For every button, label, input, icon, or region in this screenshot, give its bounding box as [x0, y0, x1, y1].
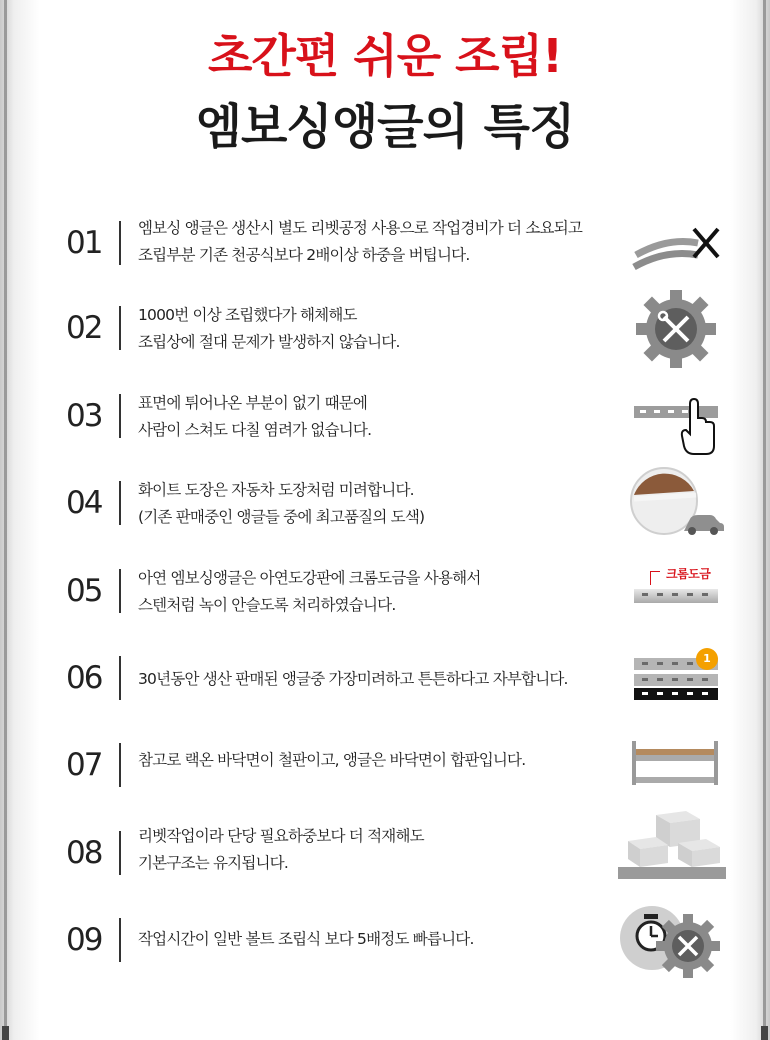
boxes-shelf-icon: [616, 807, 728, 887]
desc-line: 표면에 튀어나온 부분이 없기 때문에: [138, 394, 368, 412]
feature-item-09: [0, 902, 770, 982]
paint-car-icon: [628, 465, 724, 543]
feature-description: [138, 215, 582, 269]
divider: [119, 918, 121, 962]
medal-rails-icon: [630, 646, 726, 724]
desc-line: 사람이 스쳐도 다칠 염려가 없습니다.: [138, 421, 372, 439]
rail-bar: [634, 674, 718, 686]
rail-hole: [642, 662, 648, 665]
divider: [119, 394, 121, 438]
feature-number: 05: [66, 573, 102, 609]
feature-number: 06: [66, 660, 102, 696]
rail-hole: [687, 678, 693, 681]
medal-icon: 1: [696, 648, 718, 670]
rail-hole: [657, 593, 663, 596]
feature-number: 03: [66, 398, 102, 434]
desc-line: 엠보싱 앵글은 생산시 별도 리벳공정 사용으로 작업경비가 더 소요되고: [138, 219, 583, 237]
divider: [119, 831, 121, 875]
divider: [119, 656, 121, 700]
feature-description: [138, 926, 474, 953]
rail-hole: [657, 678, 663, 681]
feature-number: 09: [66, 922, 102, 958]
rail-bar-black: [634, 688, 718, 700]
feature-item-07: [0, 727, 770, 807]
feature-number: 07: [66, 747, 102, 783]
rail-hole: [642, 678, 648, 681]
feature-number: 01: [66, 225, 102, 261]
feature-description: [138, 565, 481, 619]
callout-line: [650, 571, 660, 585]
desc-line: 아연 엠보싱앵글은 아연도강판에 크롬도금을 사용해서: [138, 569, 481, 587]
headline: 초간편 쉬운 조립!: [207, 29, 563, 83]
feature-number: 02: [66, 310, 102, 346]
desc-line: 스텐처럼 녹이 안슬도록 처리하였습니다.: [138, 596, 396, 614]
rail-hole: [702, 692, 708, 695]
divider: [119, 481, 121, 525]
rail-hole: [672, 662, 678, 665]
feature-item-02: [0, 290, 770, 370]
divider: [119, 743, 121, 787]
desc-line: 조립상에 절대 문제가 발생하지 않습니다.: [138, 333, 400, 351]
hand-touch-rail-icon: [628, 380, 724, 458]
stopwatch-gear-icon: [618, 902, 722, 980]
desc-line: 참고로 랙온 바닥면이 철판이고, 앵글은 바닥면이 합판입니다.: [138, 751, 526, 769]
rail-hole: [702, 593, 708, 596]
rail-hole: [687, 593, 693, 596]
rail-hole: [672, 692, 678, 695]
shelf-board-icon: [628, 733, 724, 811]
feature-item-08: [0, 815, 770, 895]
feature-description: [138, 477, 424, 531]
rail-hole: [702, 678, 708, 681]
rail-bar: [634, 589, 718, 603]
desc-line: 기본구조는 유지됩니다.: [138, 854, 288, 872]
chrome-rail-icon: [630, 559, 726, 637]
feature-item-01: [0, 205, 770, 285]
page-title: 엠보싱앵글의 특징: [195, 99, 575, 155]
feature-item-03: [0, 378, 770, 458]
rail-hole: [687, 692, 693, 695]
desc-line: 리벳작업이라 단당 필요하중보다 더 적재해도: [138, 827, 424, 845]
feature-description: [138, 666, 568, 693]
rail-hole: [672, 593, 678, 596]
feature-number: 08: [66, 835, 102, 871]
right-rail-cap: [761, 1026, 768, 1040]
feature-number: 04: [66, 485, 102, 521]
feature-description: [138, 302, 400, 356]
divider: [119, 569, 121, 613]
left-rail-cap: [2, 1026, 9, 1040]
rail-hole: [642, 692, 648, 695]
gear-tools-icon: [628, 290, 724, 368]
desc-line: (기존 판매중인 앵글들 중에 최고품질의 도색): [138, 508, 425, 526]
desc-line: 1000번 이상 조립했다가 해체해도: [138, 306, 357, 324]
chrome-label: 크롬도금: [666, 567, 711, 581]
desc-line: 30년동안 생산 판매된 앵글중 가장미려하고 튼튼하다고 자부합니다.: [138, 670, 568, 688]
feature-description: [138, 747, 525, 774]
desc-line: 화이트 도장은 자동차 도장처럼 미려합니다.: [138, 481, 414, 499]
feature-item-04: [0, 465, 770, 545]
rail-hole: [657, 662, 663, 665]
divider: [119, 306, 121, 350]
feature-item-05: [0, 553, 770, 633]
feature-description: [138, 823, 424, 877]
divider: [119, 221, 121, 265]
rail-hole: [687, 662, 693, 665]
feature-description: [138, 390, 371, 444]
rail-hole: [642, 593, 648, 596]
desc-line: 조립부분 기존 천공식보다 2배이상 하중을 버팁니다.: [138, 246, 470, 264]
rail-hole: [672, 678, 678, 681]
desc-line: 작업시간이 일반 볼트 조립식 보다 5배정도 빠릅니다.: [138, 930, 474, 948]
bent-rail-x-icon: [628, 211, 724, 289]
feature-item-06: [0, 640, 770, 720]
rail-hole: [657, 692, 663, 695]
